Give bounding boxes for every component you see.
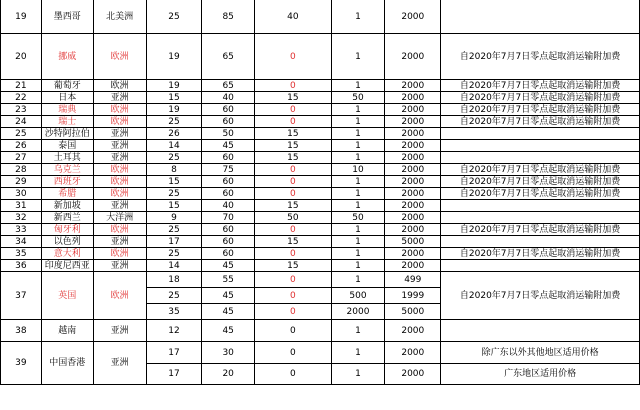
value-cell-2: 50 [202,128,255,140]
region-cell: 亚洲 [93,342,146,385]
value-cell-1: 12 [146,320,202,342]
note-cell: 自2020年7月7日零点起取消运输附加费 [441,92,640,104]
row-number-cell: 23 [1,104,42,116]
value-cell-4: 50 [331,212,385,224]
row-number-cell: 28 [1,164,42,176]
row-number-cell: 36 [1,260,42,272]
table-row [1,248,640,260]
value-cell-1: 19 [146,104,202,116]
row-number-cell: 26 [1,140,42,152]
value-cell-2: 60 [202,176,255,188]
value-cell-5: 5000 [385,236,441,248]
value-cell-4: 1 [331,152,385,164]
row-number-cell: 27 [1,152,42,164]
row-number-cell: 33 [1,224,42,236]
value-cell-1: 19 [146,80,202,92]
value-cell-5: 2000 [385,140,441,152]
value-cell-3: 0 [255,320,332,342]
value-cell-1: 15 [146,200,202,212]
row-number-cell: 29 [1,176,42,188]
value-cell-4: 1 [331,320,385,342]
value-cell-4: 1 [331,188,385,200]
value-cell-3: 0 [255,188,332,200]
row-number-cell: 20 [1,34,42,80]
table-row [1,34,640,80]
country-cell: 土耳其 [41,152,93,164]
value-cell-1: 25 [146,288,202,304]
row-number-cell: 31 [1,200,42,212]
value-cell-4: 2000 [331,304,385,320]
value-cell-1: 17 [146,364,202,385]
value-cell-3: 15 [255,152,332,164]
value-cell-3: 15 [255,260,332,272]
value-cell-3: 50 [255,212,332,224]
country-cell: 瑞典 [41,104,93,116]
row-number-cell: 38 [1,320,42,342]
value-cell-5: 1999 [385,288,441,304]
value-cell-2: 45 [202,288,255,304]
value-cell-3: 0 [255,364,332,385]
value-cell-4: 1 [331,200,385,212]
value-cell-1: 17 [146,236,202,248]
value-cell-4: 500 [331,288,385,304]
region-cell: 亚洲 [93,200,146,212]
value-cell-1: 14 [146,260,202,272]
value-cell-4: 1 [331,272,385,288]
value-cell-3: 0 [255,304,332,320]
table-row [1,140,640,152]
table-row [1,0,640,34]
note-cell [441,128,640,140]
table-row [1,104,640,116]
value-cell-5: 2000 [385,34,441,80]
country-cell: 葡萄牙 [41,80,93,92]
country-cell: 墨西哥 [41,0,93,34]
value-cell-3: 0 [255,116,332,128]
note-cell: 自2020年7月7日零点起取消运输附加费 [441,176,640,188]
row-number-cell: 25 [1,128,42,140]
region-cell: 北美洲 [93,0,146,34]
table-row [1,272,640,288]
country-cell: 日本 [41,92,93,104]
value-cell-3: 0 [255,342,332,364]
region-cell: 大洋洲 [93,212,146,224]
region-cell: 欧洲 [93,248,146,260]
value-cell-2: 45 [202,304,255,320]
note-cell: 除广东以外其他地区适用价格 [441,342,640,364]
value-cell-4: 1 [331,224,385,236]
value-cell-2: 40 [202,200,255,212]
value-cell-2: 40 [202,92,255,104]
value-cell-5: 2000 [385,152,441,164]
value-cell-1: 26 [146,128,202,140]
value-cell-1: 15 [146,92,202,104]
value-cell-2: 45 [202,320,255,342]
table-row [1,80,640,92]
note-cell: 自2020年7月7日零点起取消运输附加费 [441,224,640,236]
value-cell-4: 1 [331,140,385,152]
note-cell: 自2020年7月7日零点起取消运输附加费 [441,248,640,260]
value-cell-4: 1 [331,0,385,34]
value-cell-4: 1 [331,116,385,128]
region-cell: 亚洲 [93,152,146,164]
value-cell-5: 2000 [385,0,441,34]
row-number-cell: 34 [1,236,42,248]
value-cell-3: 0 [255,288,332,304]
table-row [1,176,640,188]
region-cell: 亚洲 [93,320,146,342]
row-number-cell: 37 [1,272,42,320]
value-cell-5: 2000 [385,92,441,104]
value-cell-2: 70 [202,212,255,224]
value-cell-1: 18 [146,272,202,288]
value-cell-2: 60 [202,188,255,200]
country-cell: 越南 [41,320,93,342]
table-row [1,212,640,224]
value-cell-2: 60 [202,104,255,116]
value-cell-1: 9 [146,212,202,224]
note-cell [441,260,640,272]
note-cell [441,140,640,152]
value-cell-4: 10 [331,164,385,176]
table-row [1,128,640,140]
value-cell-2: 45 [202,260,255,272]
value-cell-2: 60 [202,116,255,128]
value-cell-3: 0 [255,164,332,176]
row-number-cell: 19 [1,0,42,34]
value-cell-3: 0 [255,224,332,236]
row-number-cell: 22 [1,92,42,104]
value-cell-1: 15 [146,176,202,188]
country-cell: 印度尼西亚 [41,260,93,272]
table-row [1,92,640,104]
value-cell-4: 1 [331,80,385,92]
value-cell-4: 50 [331,92,385,104]
row-number-cell: 39 [1,342,42,385]
note-cell: 自2020年7月7日零点起取消运输附加费 [441,34,640,80]
value-cell-3: 0 [255,34,332,80]
value-cell-5: 2000 [385,176,441,188]
value-cell-2: 75 [202,164,255,176]
region-cell: 亚洲 [93,260,146,272]
note-cell: 自2020年7月7日零点起取消运输附加费 [441,272,640,320]
value-cell-5: 2000 [385,342,441,364]
country-cell: 英国 [41,272,93,320]
value-cell-3: 0 [255,272,332,288]
country-cell: 瑞士 [41,116,93,128]
value-cell-5: 2000 [385,260,441,272]
value-cell-1: 8 [146,164,202,176]
value-cell-2: 45 [202,140,255,152]
value-cell-2: 60 [202,224,255,236]
value-cell-5: 2000 [385,320,441,342]
value-cell-2: 20 [202,364,255,385]
value-cell-5: 2000 [385,248,441,260]
value-cell-1: 25 [146,116,202,128]
value-cell-3: 15 [255,200,332,212]
value-cell-2: 30 [202,342,255,364]
region-cell: 亚洲 [93,236,146,248]
value-cell-1: 19 [146,34,202,80]
value-cell-3: 0 [255,176,332,188]
table-body [1,0,640,385]
country-cell: 挪威 [41,34,93,80]
note-cell [441,152,640,164]
country-cell: 意大利 [41,248,93,260]
country-cell: 新加坡 [41,200,93,212]
country-cell: 匈牙利 [41,224,93,236]
country-cell: 沙特阿拉伯 [41,128,93,140]
value-cell-4: 1 [331,364,385,385]
value-cell-4: 1 [331,34,385,80]
value-cell-1: 25 [146,248,202,260]
value-cell-3: 15 [255,236,332,248]
value-cell-1: 14 [146,140,202,152]
value-cell-1: 25 [146,152,202,164]
row-number-cell: 30 [1,188,42,200]
note-cell: 自2020年7月7日零点起取消运输附加费 [441,80,640,92]
value-cell-5: 2000 [385,104,441,116]
value-cell-4: 1 [331,128,385,140]
value-cell-1: 25 [146,0,202,34]
value-cell-5: 2000 [385,224,441,236]
country-cell: 中国香港 [41,342,93,385]
table-row [1,152,640,164]
note-cell: 自2020年7月7日零点起取消运输附加费 [441,104,640,116]
note-cell [441,212,640,224]
value-cell-2: 65 [202,34,255,80]
region-cell: 欧洲 [93,34,146,80]
note-cell: 自2020年7月7日零点起取消运输附加费 [441,188,640,200]
value-cell-5: 2000 [385,128,441,140]
country-cell: 乌克兰 [41,164,93,176]
value-cell-4: 1 [331,342,385,364]
note-cell [441,236,640,248]
value-cell-5: 2000 [385,164,441,176]
value-cell-4: 1 [331,236,385,248]
value-cell-5: 2000 [385,116,441,128]
row-number-cell: 32 [1,212,42,224]
region-cell: 欧洲 [93,104,146,116]
region-cell: 欧洲 [93,164,146,176]
table-row [1,164,640,176]
region-cell: 欧洲 [93,272,146,320]
value-cell-3: 40 [255,0,332,34]
value-cell-2: 60 [202,248,255,260]
region-cell: 亚洲 [93,128,146,140]
value-cell-1: 25 [146,188,202,200]
row-number-cell: 21 [1,80,42,92]
table-row [1,200,640,212]
value-cell-3: 0 [255,80,332,92]
value-cell-2: 55 [202,272,255,288]
note-cell [441,320,640,342]
region-cell: 欧洲 [93,224,146,236]
value-cell-3: 0 [255,248,332,260]
country-cell: 泰国 [41,140,93,152]
table-row [1,224,640,236]
note-cell: 自2020年7月7日零点起取消运输附加费 [441,116,640,128]
value-cell-5: 2000 [385,212,441,224]
value-cell-2: 85 [202,0,255,34]
region-cell: 亚洲 [93,140,146,152]
value-cell-5: 2000 [385,188,441,200]
value-cell-1: 17 [146,342,202,364]
country-cell: 新西兰 [41,212,93,224]
table-row [1,260,640,272]
table-row [1,116,640,128]
region-cell: 欧洲 [93,176,146,188]
note-cell: 广东地区适用价格 [441,364,640,385]
country-cell: 以色列 [41,236,93,248]
value-cell-4: 1 [331,104,385,116]
table-row [1,236,640,248]
value-cell-2: 60 [202,152,255,164]
note-cell [441,200,640,212]
table-row [1,342,640,364]
country-cell: 西班牙 [41,176,93,188]
value-cell-1: 35 [146,304,202,320]
table-row [1,320,640,342]
value-cell-5: 2000 [385,364,441,385]
value-cell-1: 25 [146,224,202,236]
value-cell-2: 60 [202,236,255,248]
value-cell-3: 15 [255,140,332,152]
value-cell-3: 15 [255,128,332,140]
region-cell: 欧洲 [93,116,146,128]
note-cell: 自2020年7月7日零点起取消运输附加费 [441,164,640,176]
region-cell: 亚洲 [93,92,146,104]
region-cell: 欧洲 [93,80,146,92]
value-cell-4: 1 [331,176,385,188]
value-cell-5: 2000 [385,200,441,212]
row-number-cell: 24 [1,116,42,128]
value-cell-5: 499 [385,272,441,288]
table-row [1,188,640,200]
region-cell: 欧洲 [93,188,146,200]
value-cell-5: 5000 [385,304,441,320]
row-number-cell: 35 [1,248,42,260]
value-cell-3: 0 [255,104,332,116]
value-cell-2: 65 [202,80,255,92]
country-cell: 希腊 [41,188,93,200]
note-cell [441,0,640,34]
value-cell-4: 1 [331,260,385,272]
value-cell-4: 1 [331,248,385,260]
value-cell-3: 15 [255,92,332,104]
value-cell-5: 2000 [385,80,441,92]
